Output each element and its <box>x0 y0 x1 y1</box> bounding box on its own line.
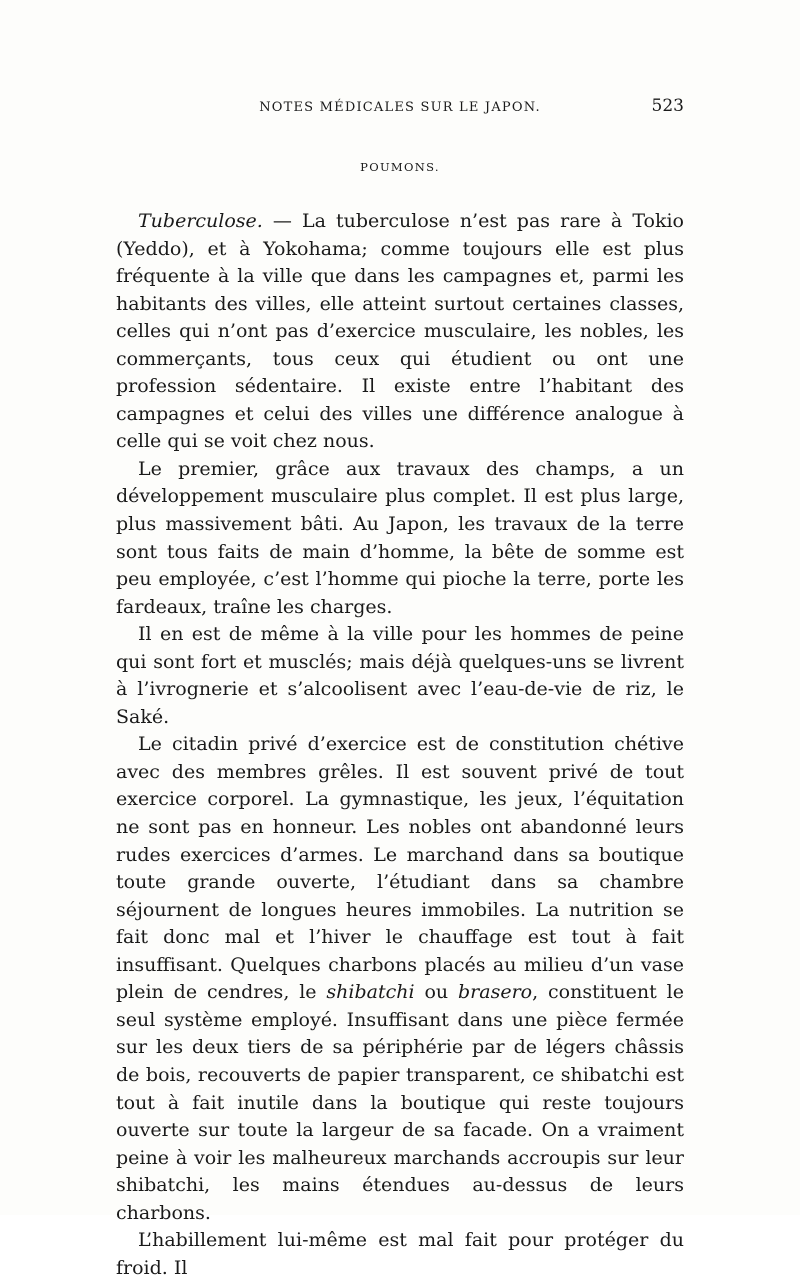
paragraph-tuberculose <box>116 208 684 456</box>
paragraph-citadin <box>116 731 684 1227</box>
paragraph-text: L’habillement lui-même est mal fait pour protéger du froid. Il <box>116 1229 684 1279</box>
term-brasero: brasero <box>458 981 533 1004</box>
running-header <box>116 96 684 118</box>
paragraph-lead-italic: Tuberculose. <box>138 210 263 232</box>
paragraph-text: Il en est de même à la ville pour les hommes de peine qui sont fort et musclés; mais déjà quelques-uns se livrent à l’ivrognerie et s’alcoolisent avec l’eau-de-vie de riz, le Saké. <box>116 623 684 728</box>
paragraph-text: , constituent le seul système employé. Insuffisant dans une pièce fermée sur les deux tiers de sa périphérie par de légers châssis de bois, recouverts de papier transparent, ce shibatchi est tout à fait inutile dans la boutique qui reste toujours ouverte sur toute la largeur de sa facade. On a vraiment peine à voir les malheureux marchands accroupis sur leur shibatchi, les mains étendues au-dessus de leurs charbons. <box>116 981 684 1224</box>
paragraph-text: Le premier, grâce aux travaux des champs, a un développement musculaire plus complet. Il est plus large, plus massivement bâti. Au Japon, les travaux de la terre sont tous faits de main d’homme, la bête de somme est peu employée, c’est l’homme qui pioche la terre, porte les fardeaux, traîne les charges. <box>116 457 684 618</box>
section-heading: POUMONS. <box>360 160 440 174</box>
running-title: NOTES MÉDICALES SUR LE JAPON. <box>259 100 541 115</box>
paragraph-text: ou <box>414 981 459 1004</box>
paragraph-text: Le citadin privé d’exercice est de constitution chétive avec des membres grêles. Il est souvent privé de tout exercice corporel. La gymnastique, les jeux, l’équitation ne sont pas en honneur. Les nobles ont abandonné leurs rudes exercices d’armes. Le marchand dans sa boutique toute grande ouverte, l’étudiant dans sa chambre séjournent de longues heures immobiles. La nutrition se fait donc mal et l’hiver le chauffage est tout à fait insuffisant. Quelques charbons placés au milieu d’un vase plein de cendres, le <box>116 733 684 1004</box>
paragraph-ville <box>116 621 684 731</box>
body-text <box>116 208 684 1282</box>
paragraph-habillement <box>116 1227 684 1282</box>
paragraph-premier <box>116 456 684 621</box>
page-number: 523 <box>651 96 684 116</box>
term-shibatchi: shibatchi <box>326 981 415 1004</box>
paragraph-text: — La tuberculose n’est pas rare à Tokio (Yeddo), et à Yokohama; comme toujours elle est plus fréquente à la ville que dans les campagnes et, parmi les habitants des villes, elle atteint surtout certaines classes, celles qui n’ont pas d’exercice musculaire, les nobles, les commerçants, tous ceux qui étudient ou ont une profession sédentaire. Il existe entre l’habitant des campagnes et celui des villes une différence analogue à celle qui se voit chez nous. <box>116 210 684 453</box>
